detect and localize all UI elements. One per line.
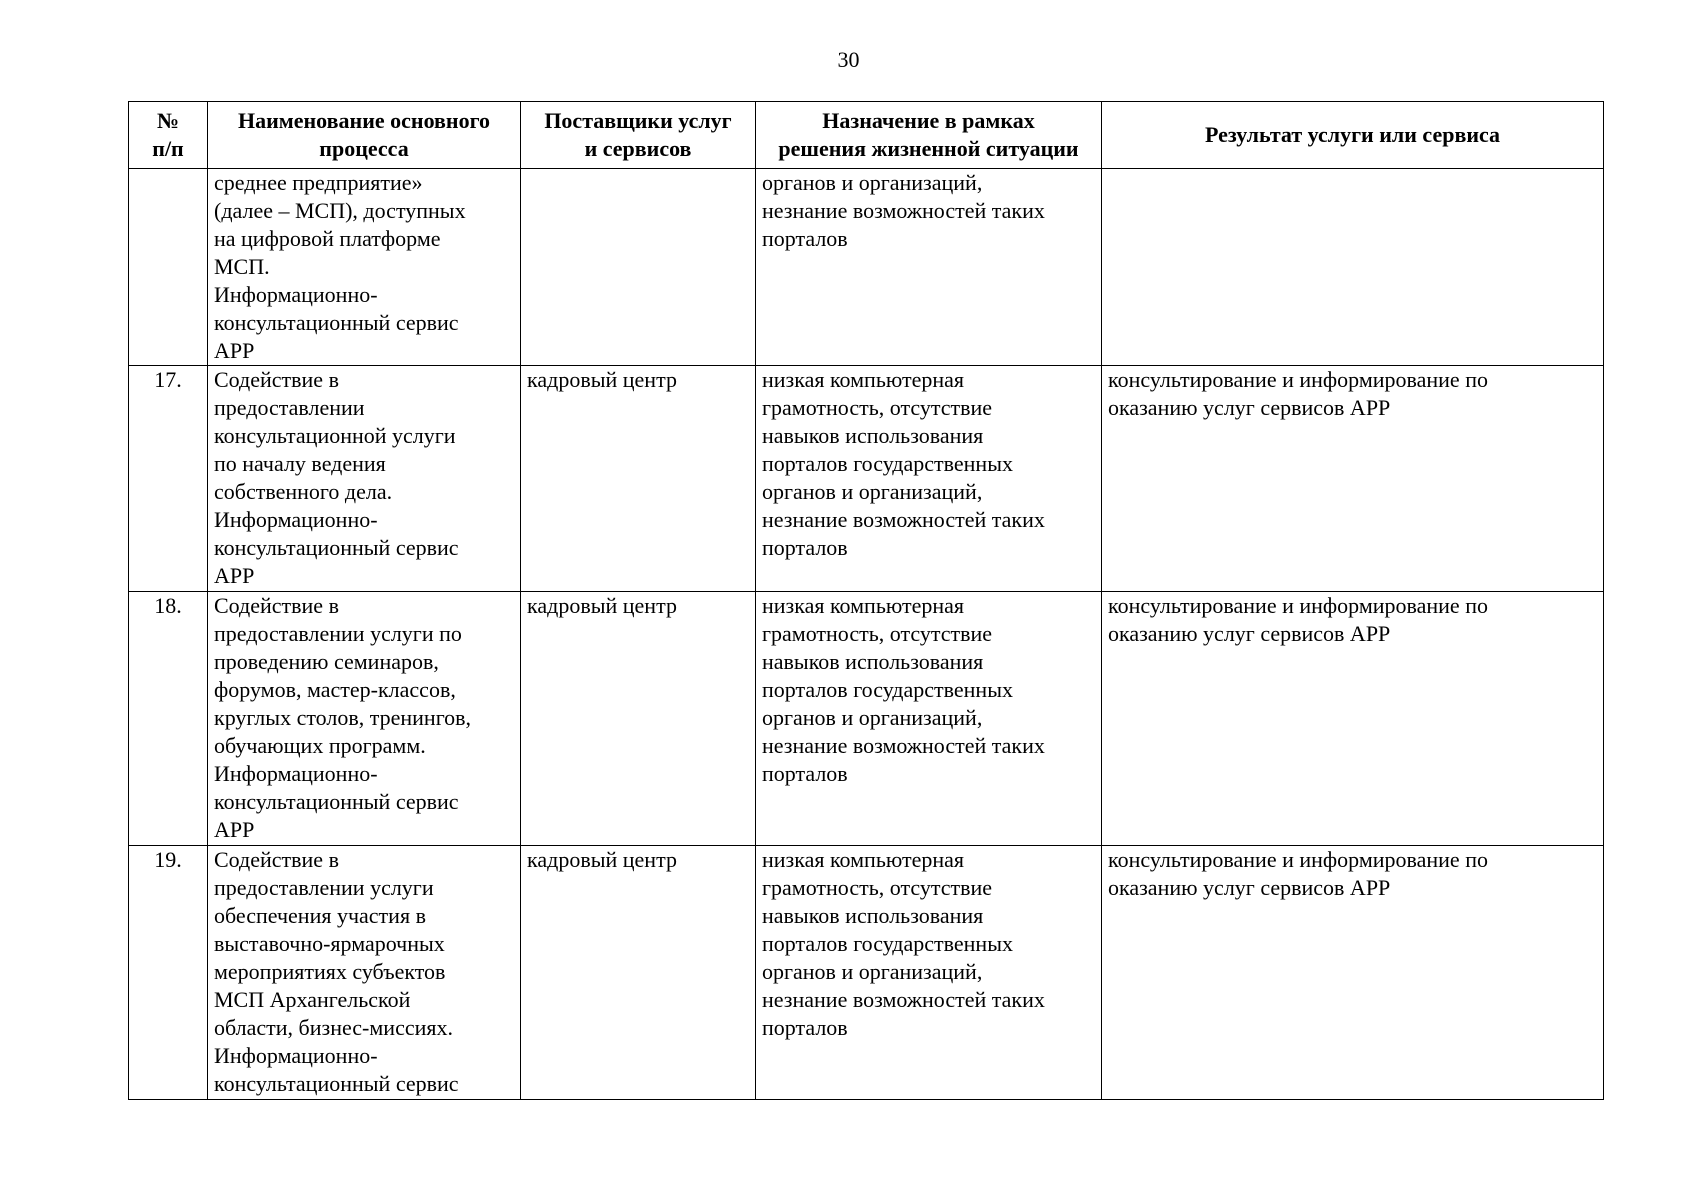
cell-text-line: кадровый центр: [527, 367, 677, 392]
cell-text-line: порталов: [762, 1015, 848, 1040]
cell-text-line: Содействие в: [214, 593, 339, 618]
cell-text-line: порталов: [762, 226, 848, 251]
cell-text-line: консультационной услуги: [214, 423, 456, 448]
header-line: процесса: [319, 136, 409, 161]
header-line: и сервисов: [584, 136, 692, 161]
cell-text-line: органов и организаций,: [762, 479, 983, 504]
table-row: [129, 169, 1604, 366]
cell-text-line: (далее – МСП), доступных: [214, 198, 466, 223]
cell-text-line: консультирование и информирование по: [1108, 367, 1488, 392]
cell-purpose: [756, 169, 1102, 366]
cell-number: 19.: [129, 846, 208, 1100]
cell-provider: [521, 169, 756, 366]
cell-text-line: органов и организаций,: [762, 170, 983, 195]
cell-text-line: АРР: [214, 338, 255, 363]
cell-text-line: кадровый центр: [527, 847, 677, 872]
cell-provider: [521, 592, 756, 846]
cell-text-line: порталов: [762, 535, 848, 560]
cell-text-line: консультирование и информирование по: [1108, 847, 1488, 872]
cell-provider: [521, 366, 756, 592]
cell-text-line: АРР: [214, 563, 255, 588]
cell-process-name: [208, 169, 521, 366]
cell-text-line: кадровый центр: [527, 593, 677, 618]
header-line: Назначение в рамках: [822, 108, 1035, 133]
cell-text-line: оказанию услуг сервисов АРР: [1108, 621, 1391, 646]
cell-number: 18.: [129, 592, 208, 846]
cell-text-line: консультационный сервис: [214, 1071, 459, 1096]
cell-text-line: консультационный сервис: [214, 535, 459, 560]
cell-text-line: грамотность, отсутствие: [762, 395, 993, 420]
cell-text-line: порталов: [762, 761, 848, 786]
cell-text-line: незнание возможностей таких: [762, 507, 1045, 532]
cell-text-line: грамотность, отсутствие: [762, 875, 993, 900]
cell-text-line: навыков использования: [762, 649, 984, 674]
table-row: [129, 592, 1604, 846]
cell-process-name: [208, 846, 521, 1100]
cell-text-line: консультационный сервис: [214, 310, 459, 335]
cell-text-line: среднее предприятие»: [214, 170, 423, 195]
cell-text-line: органов и организаций,: [762, 959, 983, 984]
cell-text-line: грамотность, отсутствие: [762, 621, 993, 646]
cell-text-line: МСП.: [214, 254, 270, 279]
cell-text-line: АРР: [214, 817, 255, 842]
header-line: решения жизненной ситуации: [778, 136, 1079, 161]
header-line: Результат услуги или сервиса: [1204, 122, 1501, 147]
cell-purpose: [756, 592, 1102, 846]
header-purpose: [756, 102, 1102, 169]
cell-text-line: Информационно-: [214, 282, 378, 307]
cell-text-line: Информационно-: [214, 761, 378, 786]
cell-text-line: выставочно-ярмарочных: [214, 931, 445, 956]
cell-provider: [521, 846, 756, 1100]
cell-result: [1102, 846, 1604, 1100]
header-line: Наименование основного: [237, 108, 491, 133]
cell-purpose: [756, 366, 1102, 592]
header-line: №: [156, 108, 180, 133]
cell-text-line: порталов государственных: [762, 451, 1013, 476]
cell-text-line: круглых столов, тренингов,: [214, 705, 472, 730]
cell-text-line: мероприятиях субъектов: [214, 959, 446, 984]
cell-process-name: [208, 592, 521, 846]
cell-text-line: консультационный сервис: [214, 789, 459, 814]
cell-text-line: форумов, мастер-классов,: [214, 677, 456, 702]
header-providers: [521, 102, 756, 169]
header-line: п/п: [152, 136, 184, 161]
header-process-name: [208, 102, 521, 169]
cell-text-line: по началу ведения: [214, 451, 386, 476]
cell-purpose: [756, 846, 1102, 1100]
cell-text-line: Содействие в: [214, 847, 339, 872]
cell-text-line: области, бизнес-миссиях.: [214, 1015, 453, 1040]
table-row: [129, 366, 1604, 592]
cell-text-line: консультирование и информирование по: [1108, 593, 1488, 618]
cell-process-name: [208, 366, 521, 592]
cell-number: 17.: [129, 366, 208, 592]
cell-text-line: незнание возможностей таких: [762, 733, 1045, 758]
cell-number: [129, 169, 208, 366]
cell-text-line: оказанию услуг сервисов АРР: [1108, 875, 1391, 900]
cell-text-line: предоставлении: [214, 395, 365, 420]
cell-text-line: Информационно-: [214, 1043, 378, 1068]
cell-text-line: обучающих программ.: [214, 733, 426, 758]
cell-result: [1102, 592, 1604, 846]
cell-text-line: оказанию услуг сервисов АРР: [1108, 395, 1391, 420]
cell-result: [1102, 366, 1604, 592]
cell-text-line: обеспечения участия в: [214, 903, 426, 928]
cell-text-line: навыков использования: [762, 903, 984, 928]
cell-text-line: низкая компьютерная: [762, 593, 965, 618]
cell-result: [1102, 169, 1604, 366]
services-table: [128, 101, 1604, 1100]
cell-text-line: Информационно-: [214, 507, 378, 532]
cell-text-line: проведению семинаров,: [214, 649, 439, 674]
cell-text-line: незнание возможностей таких: [762, 987, 1045, 1012]
cell-text-line: незнание возможностей таких: [762, 198, 1045, 223]
cell-text-line: Содействие в: [214, 367, 339, 392]
cell-text-line: органов и организаций,: [762, 705, 983, 730]
cell-text-line: предоставлении услуги по: [214, 621, 462, 646]
table-header-row: [129, 102, 1604, 169]
cell-text-line: навыков использования: [762, 423, 984, 448]
header-line: Поставщики услуг: [544, 108, 732, 133]
cell-text-line: МСП Архангельской: [214, 987, 411, 1012]
cell-text-line: собственного дела.: [214, 479, 393, 504]
table-row: [129, 846, 1604, 1100]
cell-text-line: низкая компьютерная: [762, 847, 965, 872]
page-number: 30: [837, 47, 860, 72]
cell-text-line: низкая компьютерная: [762, 367, 965, 392]
cell-text-line: на цифровой платформе: [214, 226, 441, 251]
cell-text-line: порталов государственных: [762, 931, 1013, 956]
cell-text-line: предоставлении услуги: [214, 875, 434, 900]
header-number: [129, 102, 208, 169]
cell-text-line: порталов государственных: [762, 677, 1013, 702]
header-result: [1102, 102, 1604, 169]
